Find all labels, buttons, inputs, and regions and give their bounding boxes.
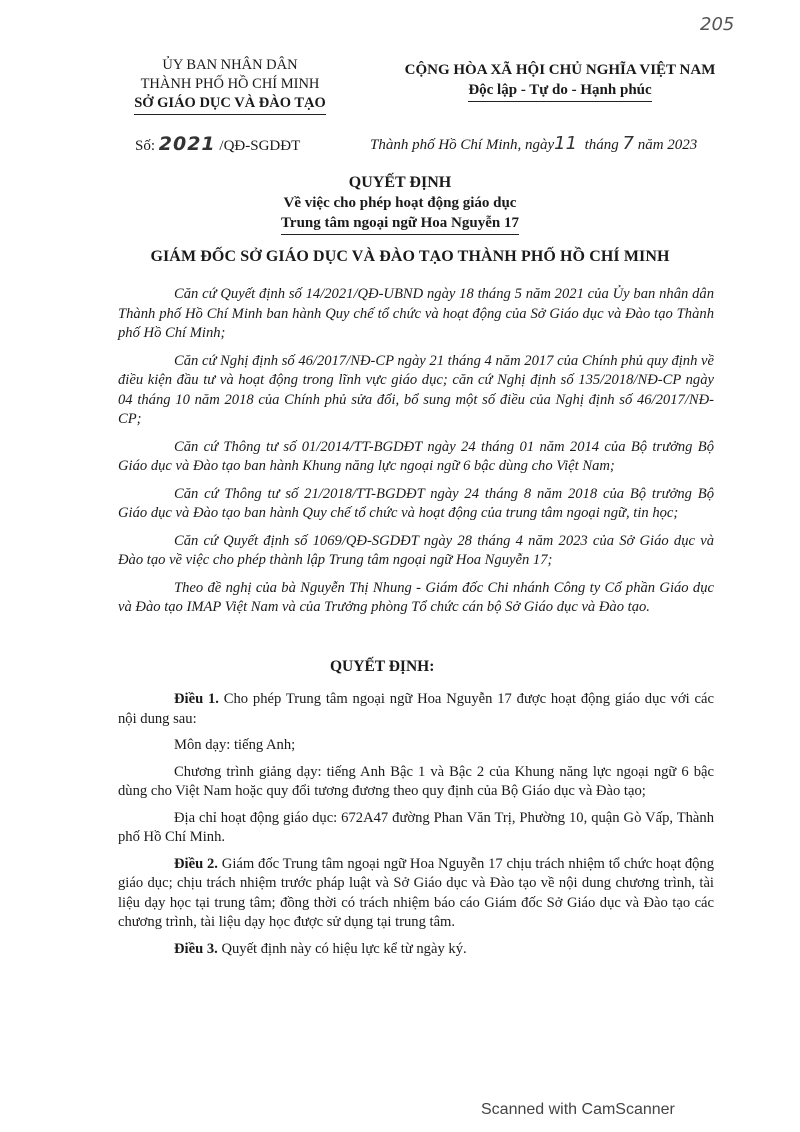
article-1-subject: Môn dạy: tiếng Anh; xyxy=(174,737,296,753)
recital-5: Căn cứ Quyết định số 1069/QĐ-SGDĐT ngày 28 tháng 4 năm 2023 của Sở Giáo dục và Đào tạo về việc cho phép thành lập Trung tâm ngoại ngữ Hoa Nguyễn 17; xyxy=(118,532,714,568)
article-1 xyxy=(118,690,714,729)
recital-4: Căn cứ Thông tư số 21/2018/TT-BGDĐT ngày 24 tháng 8 năm 2018 của Bộ trưởng Bộ Giáo dục và Đào tạo ban hành Quy chế tổ chức và hoạt động của trung tâm ngoại ngữ, tin học; xyxy=(118,485,714,521)
recital-1: Căn cứ Quyết định số 14/2021/QĐ-UBND ngày 18 tháng 5 năm 2021 của Ủy ban nhân dân Thành phố Hồ Chí Minh ban hành Quy chế tổ chức và hoạt động của Sở Giáo dục và Đào tạo Thành phố Hồ Chí Minh; xyxy=(118,286,714,341)
article-1-text: Cho phép Trung tâm ngoại ngữ Hoa Nguyễn 17 được hoạt động giáo dục với các nội dung sau: xyxy=(118,691,714,727)
article-3 xyxy=(118,940,714,960)
article-2 xyxy=(118,855,714,933)
article-3-label: Điều 3. xyxy=(174,940,218,957)
recital-3: Căn cứ Thông tư số 01/2014/TT-BGDĐT ngày 24 tháng 01 năm 2014 của Bộ trưởng Bộ Giáo dục và Đào tạo ban hành Khung năng lực ngoại ngữ 6 bậc dùng cho Việt Nam; xyxy=(118,438,714,474)
title-sub-2: Trung tâm ngoại ngữ Hoa Nguyễn 17 xyxy=(281,213,519,235)
articles xyxy=(118,690,714,959)
year-label: năm 2023 xyxy=(637,137,698,153)
agency-line-1: ỦY BAN NHÂN DÂN xyxy=(162,57,298,73)
handwritten-month: 7 xyxy=(622,133,634,154)
so-label: Số: xyxy=(135,138,156,154)
document-title xyxy=(130,173,670,235)
so-suffix: /QĐ-SGDĐT xyxy=(219,138,301,154)
title-sub-1: Về việc cho phép hoạt động giáo dục xyxy=(283,195,517,211)
article-2-text: Giám đốc Trung tâm ngoại ngữ Hoa Nguyễn 17 chịu trách nhiệm tổ chức hoạt động giáo dục; chịu trách nhiệm trước pháp luật và Sở Giáo dục và Đào tạo về nội dung chương trình, tài liệu dạy học tại trung tâm; đồng thời có trách nhiệm báo cáo Giám đốc Sở Giáo dục và Đào tạo các chương trình, tài liệu dạy học được sử dụng tại trung tâm. xyxy=(118,855,715,930)
handwritten-page-number: 205 xyxy=(700,14,735,35)
recital-6: Theo đề nghị của bà Nguyễn Thị Nhung - Giám đốc Chi nhánh Công ty Cổ phần Giáo dục và Đào tạo IMAP Việt Nam và của Trưởng phòng Tổ chức cán bộ Sở Giáo dục và Đào tạo. xyxy=(118,579,714,615)
issuing-agency-header xyxy=(110,56,350,115)
motto: Độc lập - Tự do - Hạnh phúc xyxy=(468,80,651,102)
article-2-label: Điều 2. xyxy=(174,855,218,872)
month-label: tháng xyxy=(584,137,619,153)
document-number xyxy=(135,133,300,155)
date-prefix: Thành phố Hồ Chí Minh, ngày xyxy=(370,137,555,153)
article-1-program: Chương trình giảng dạy: tiếng Anh Bậc 1 và Bậc 2 của Khung năng lực ngoại ngữ 6 bậc dùng cho Việt Nam hoặc quy đổi tương đương theo quy định của Bộ Giáo dục và Đào tạo; xyxy=(118,763,714,799)
country-name: CỘNG HÒA XÃ HỘI CHỦ NGHĨA VIỆT NAM xyxy=(404,62,716,78)
national-motto-header xyxy=(370,60,750,102)
handwritten-number: 2021 xyxy=(158,133,216,155)
agency-line-3: SỞ GIÁO DỤC VÀ ĐÀO TẠO xyxy=(134,94,326,115)
decision-heading: QUYẾT ĐỊNH: xyxy=(330,658,435,675)
authority-heading: GIÁM ĐỐC SỞ GIÁO DỤC VÀ ĐÀO TẠO THÀNH PHỐ HỒ CHÍ MINH xyxy=(150,248,670,265)
issue-date xyxy=(370,133,697,154)
article-3-text: Quyết định này có hiệu lực kể từ ngày ký. xyxy=(221,940,467,957)
agency-line-2: THÀNH PHỐ HỒ CHÍ MINH xyxy=(140,76,320,92)
handwritten-day: 11 xyxy=(554,133,578,154)
recitals xyxy=(118,285,714,618)
article-1-label: Điều 1. xyxy=(174,691,219,707)
recital-2: Căn cứ Nghị định số 46/2017/NĐ-CP ngày 21 tháng 4 năm 2017 của Chính phủ quy định về điều kiện đầu tư và hoạt động trong lĩnh vực giáo dục; căn cứ Nghị định số 135/2018/NĐ-CP ngày 04 tháng 10 năm 2018 của Chính phủ sửa đổi, bổ sung một số điều của Nghị định số 46/2017/NĐ-CP; xyxy=(118,352,714,427)
scanner-watermark: Scanned with CamScanner xyxy=(481,1101,675,1118)
article-1-address: Địa chỉ hoạt động giáo dục: 672A47 đường Phan Văn Trị, Phường 10, quận Gò Vấp, Thành phố Hồ Chí Minh. xyxy=(118,809,714,845)
title-main: QUYẾT ĐỊNH xyxy=(348,174,452,191)
